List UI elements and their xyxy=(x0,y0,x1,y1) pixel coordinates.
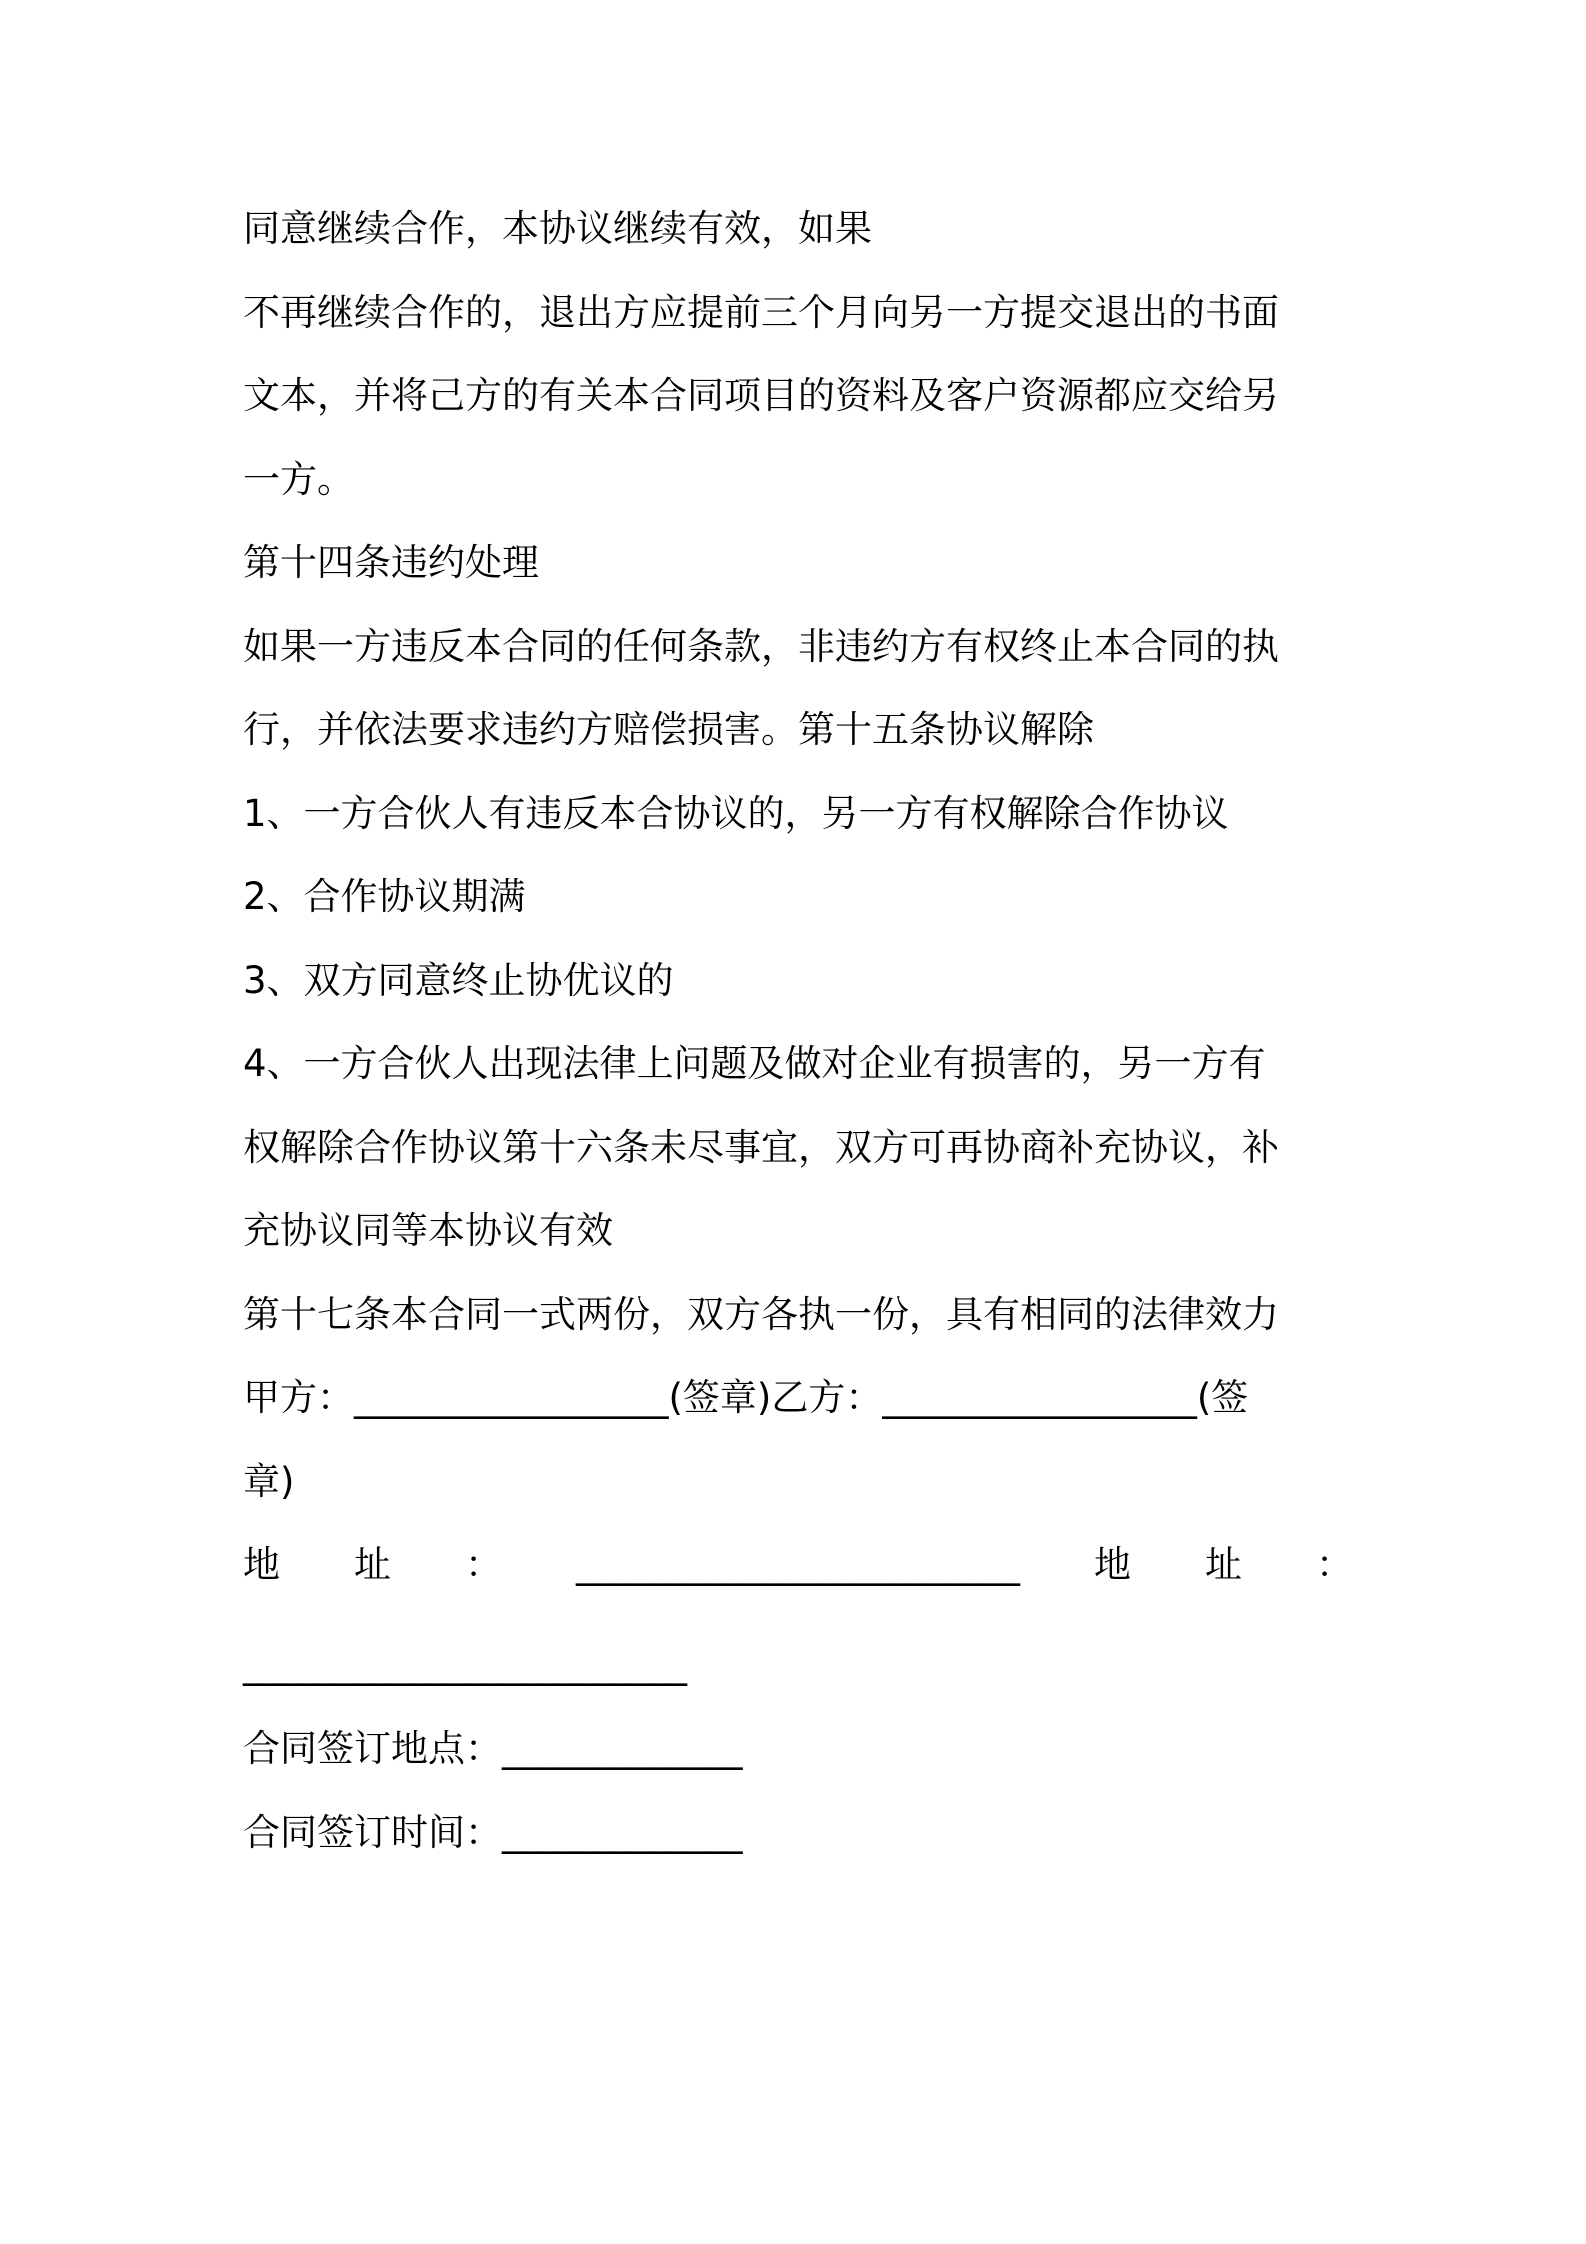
article-14-heading: 第十四条违约处理 xyxy=(243,541,539,584)
signing-place-line: 合同签订地点：_____________ xyxy=(243,1727,743,1770)
address-label-b-colon: ： xyxy=(1316,1543,1353,1586)
address-label-a-colon: ： xyxy=(465,1543,502,1586)
text-line-breach-terminate: 如果一方违反本合同的任何条款，非违约方有权终止本合同的执 xyxy=(243,625,1279,668)
text-line-article-16: 权解除合作协议第十六条未尽事宜，双方可再协商补充协议，补 xyxy=(243,1126,1279,1169)
list-item-termination-3: 3、双方同意终止协优议的 xyxy=(243,959,674,1002)
text-line-handover-materials: 文本，并将己方的有关本合同项目的资料及客户资源都应交给另 xyxy=(243,374,1279,417)
address-row xyxy=(243,1540,1353,1590)
address-label-a-char-1: 地 xyxy=(243,1543,280,1586)
text-line-withdrawal-notice: 不再继续合作的，退出方应提前三个月向另一方提交退出的书面 xyxy=(243,291,1279,334)
address-blank-b: ________________________ xyxy=(243,1643,687,1686)
list-item-termination-1: 1、一方合伙人有违反本合协议的，另一方有权解除合作协议 xyxy=(243,792,1229,835)
text-line-continue-cooperation: 同意继续合作，本协议继续有效，如果 xyxy=(243,207,872,250)
text-line-supplementary-effective: 充协议同等本协议有效 xyxy=(243,1209,613,1252)
signature-line-seal: 章) xyxy=(243,1460,295,1503)
signature-line-parties: 甲方：_________________(签章)乙方：_________________(签 xyxy=(243,1376,1249,1419)
address-label-b-char-1: 地 xyxy=(1094,1543,1131,1586)
address-blank-a: ________________________ xyxy=(576,1543,1020,1586)
address-label-b-char-2: 址 xyxy=(1205,1543,1242,1586)
address-label-a-char-2: 址 xyxy=(354,1543,391,1586)
list-item-termination-2: 2、合作协议期满 xyxy=(243,875,526,918)
text-line-breach-compensation: 行，并依法要求违约方赔偿损害。第十五条协议解除 xyxy=(243,708,1094,751)
text-line-other-party: 一方。 xyxy=(243,458,354,501)
list-item-termination-4: 4、一方合伙人出现法律上问题及做对企业有损害的，另一方有 xyxy=(243,1042,1266,1085)
signing-time-line: 合同签订时间：_____________ xyxy=(243,1811,743,1854)
article-17-text: 第十七条本合同一式两份，双方各执一份，具有相同的法律效力 xyxy=(243,1293,1279,1336)
